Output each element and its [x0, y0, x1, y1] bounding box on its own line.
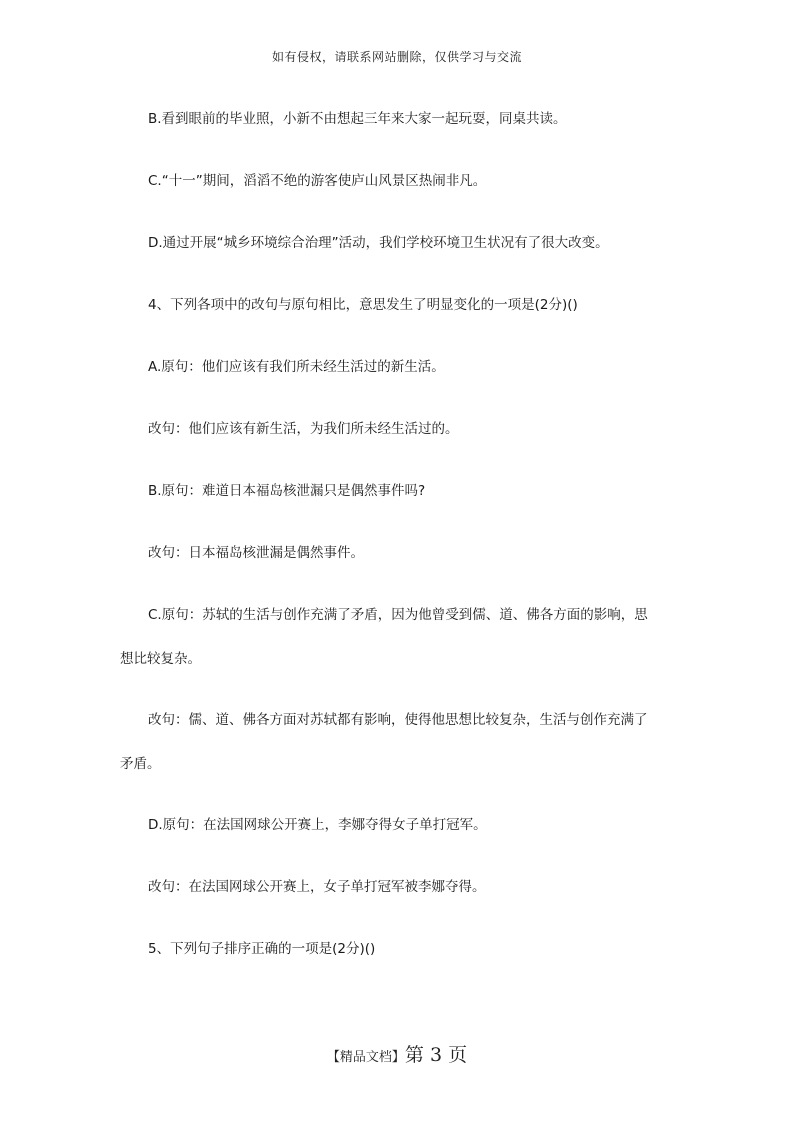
q4-c-original-line1: C.原句：苏轼的生活与创作充满了矛盾，因为他曾受到儒、道、佛各方面的影响，思 [148, 607, 648, 623]
q4-b-original: B.原句：难道日本福岛核泄漏只是偶然事件吗? [148, 483, 426, 499]
q4-c-revised-line2: 矛盾。 [120, 756, 161, 772]
q3-option-d: D.通过开展“城乡环境综合治理”活动，我们学校环境卫生状况有了很大改变。 [148, 235, 609, 251]
q4-a-original: A.原句：他们应该有我们所未经生活过的新生活。 [148, 359, 445, 375]
q4-c-revised-line1: 改句：儒、道、佛各方面对苏轼都有影响，使得他思想比较复杂，生活与创作充满了 [148, 712, 648, 728]
q4-d-revised: 改句：在法国网球公开赛上，女子单打冠军被李娜夺得。 [148, 879, 486, 895]
page-number: 第 3 页 [404, 1044, 468, 1066]
q4-c-original-line2: 想比较复杂。 [120, 651, 201, 667]
page-footer [0, 1040, 794, 1067]
footer-tag: 【精品文档】 [326, 1050, 405, 1065]
q4-b-revised: 改句：日本福岛核泄漏是偶然事件。 [148, 545, 364, 561]
q4-title: 4、下列各项中的改句与原句相比，意思发生了明显变化的一项是(2分)() [148, 297, 578, 313]
page-header: 如有侵权，请联系网站删除，仅供学习与交流 [271, 50, 522, 64]
q4-d-original: D.原句：在法国网球公开赛上，李娜夺得女子单打冠军。 [148, 817, 487, 833]
q5-title: 5、下列句子排序正确的一项是(2分)() [148, 941, 376, 957]
q3-option-b: B.看到眼前的毕业照，小新不由想起三年来大家一起玩耍，同桌共读。 [148, 111, 567, 127]
q4-a-revised: 改句：他们应该有新生活，为我们所未经生活过的。 [148, 421, 459, 437]
q3-option-c: C.“十一”期间，滔滔不绝的游客使庐山风景区热闹非凡。 [148, 173, 487, 189]
